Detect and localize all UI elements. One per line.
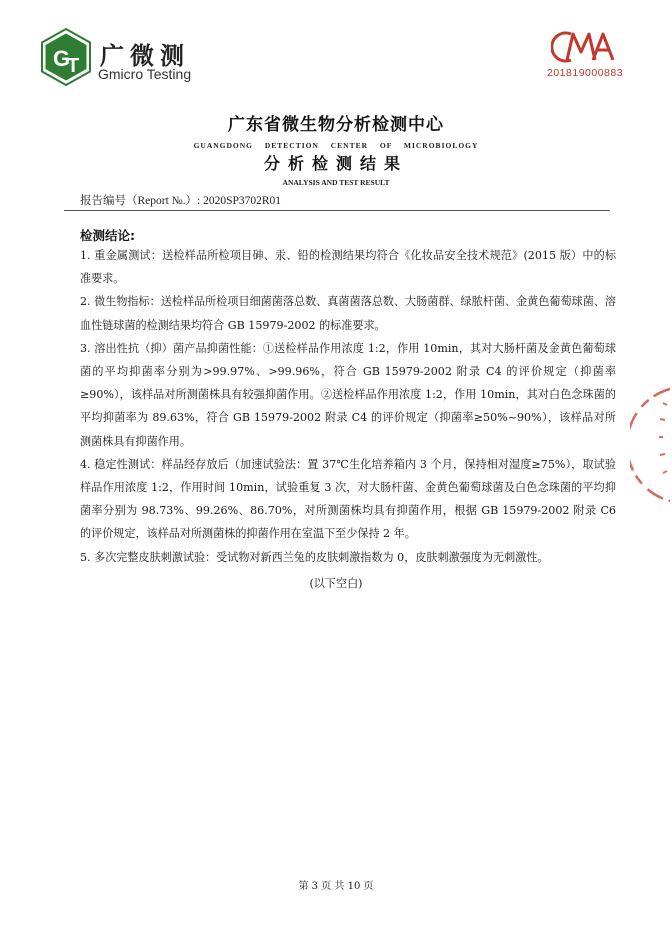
cma-number: 201819000883	[547, 67, 624, 79]
conclusion-item: 5. 多次完整皮肤刺激试验：受试物对新西兰兔的皮肤刺激指数为 0，皮肤刺激强度为无刺激性。	[80, 550, 549, 564]
page-number: 第 3 页 共 10 页	[298, 881, 374, 892]
seal-icon	[630, 385, 672, 505]
header-divider	[64, 210, 610, 211]
gt-logo-icon	[40, 28, 92, 86]
cma-icon	[551, 30, 615, 64]
org-title-en: GUANGDONG DETECTION CENTER OF MICROBIOLOGY	[193, 141, 479, 150]
conclusion-title: 检测结论:	[80, 228, 135, 243]
result-title: 分析检测结果	[263, 154, 408, 173]
blank-note: (以下空白)	[309, 577, 363, 590]
conclusion-item: 3. 溶出性抗（抑）菌产品抑菌性能：①送检样品作用浓度 1:2，作用 10min，其对大肠杆菌及金黄色葡萄球菌的平均抑菌率分别为>99.97%、>99.96%，符合 GB 15979-2002 附录 C4 的评价规定（抑菌率≥90%），该样品对所测菌株具有较强抑菌作用。②送检样品作用浓度 1:2，作用 10min，其对白色念珠菌的平均抑菌率为 89.63%，符合 GB 15979-2002 附录 C4 的评价规定（抑菌率≥50%~90%），该样品对所测菌株具有抑菌作用。	[80, 341, 616, 448]
report-number: 报告编号（Report №.）: 2020SP3702R01	[80, 195, 282, 207]
brand-name-en: Gmicro Testing	[98, 66, 192, 82]
result-title-en: ANALYSIS AND TEST RESULT	[282, 178, 390, 187]
brand-name-cn: 广微测	[100, 42, 190, 70]
conclusion-item: 1. 重金属测试：送检样品所检项目砷、汞、铅的检测结果均符合《化妆品安全技术规范》(2015 版）中的标准要求。	[80, 249, 616, 286]
org-title: 广东省微生物分析检测中心	[228, 115, 444, 135]
svg-text:G: G	[53, 46, 71, 71]
svg-text:T: T	[67, 55, 80, 77]
conclusion-item: 2. 微生物指标：送检样品所检项目细菌菌落总数、真菌菌落总数、大肠菌群、绿脓杆菌、金黄色葡萄球菌、溶血性链球菌的检测结果均符合 GB 15979-2002 的标准要求。	[80, 295, 616, 332]
conclusion-item: 4. 稳定性测试：样品经存放后（加速试验法：置 37℃生化培养箱内 3 个月，保持相对湿度≥75%），取试验样品作用浓度 1:2，作用时间 10min，试验重复 3 次，对大肠杆菌、金黄色葡萄球菌及白色念珠菌的平均抑菌率分别为 98.73%、99.26%、86.70%，对所测菌株均具有抑菌作用，根据 GB 15979-2002 附录 C6 的评价规定，该样品对所测菌株的抑菌作用在室温下至少保持 2 年。	[80, 457, 616, 541]
conclusion-list	[80, 244, 616, 569]
